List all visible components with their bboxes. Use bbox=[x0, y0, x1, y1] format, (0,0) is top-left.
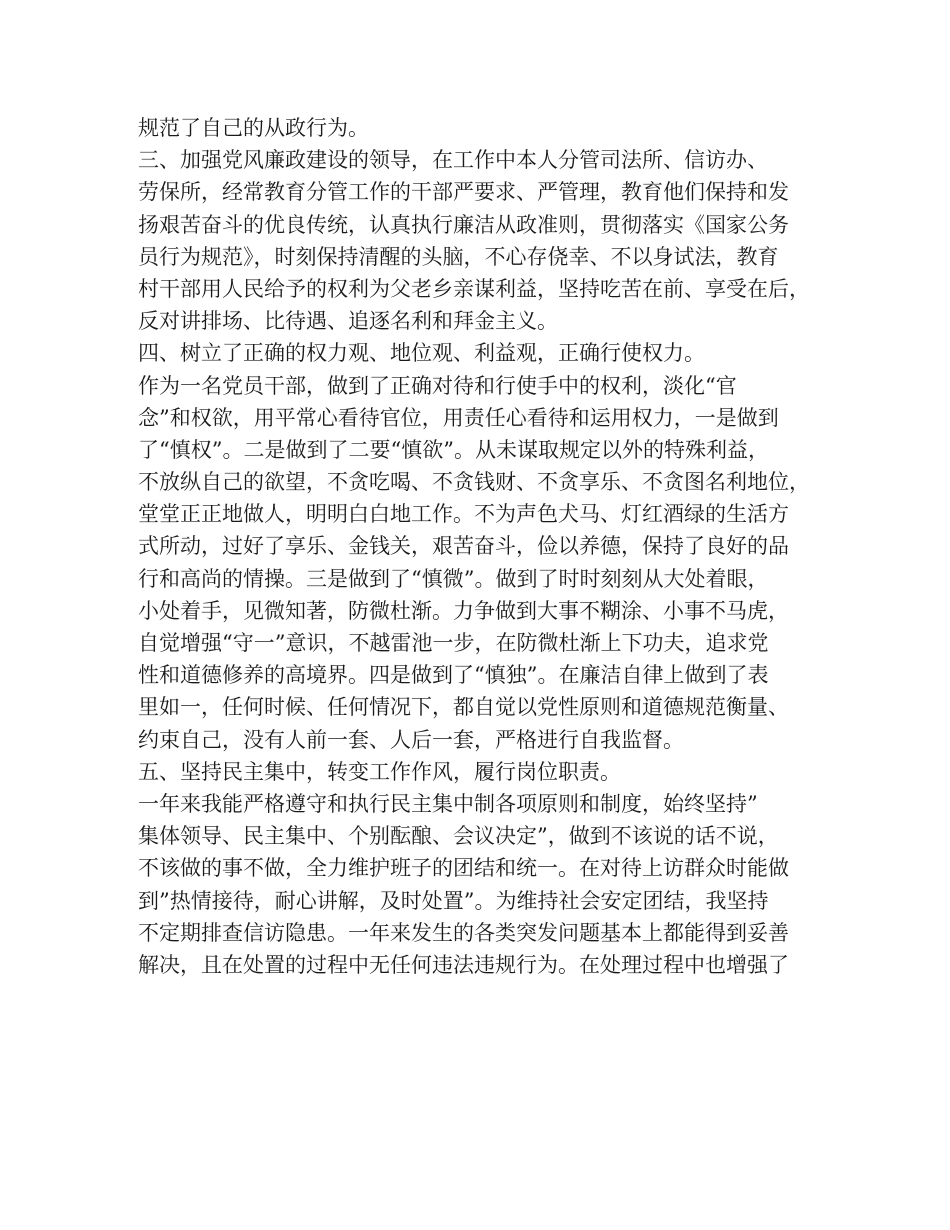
text-line: 不该做的事不做，全力维护班子的团结和统一。在对待上访群众时能做 bbox=[138, 856, 789, 881]
text-line: 员行为规范》，时刻保持清醒的头脑，不心存侥幸、不以身试法，教育 bbox=[138, 244, 779, 269]
text-line: 性和道德修养的高境界。四是做到了“慎独”。在廉洁自律上做到了表 bbox=[138, 663, 769, 688]
text-line: 规范了自己的从政行为。 bbox=[138, 116, 369, 140]
text-line: 解决，且在处置的过程中无任何违法违规行为。在处理过程中也增强了 bbox=[138, 952, 789, 977]
text-line: 约束自己，没有人前一套、人后一套，严格进行自我监督。 bbox=[138, 727, 684, 752]
text-line: 里如一，任何时候、任何情况下，都自觉以党性原则和道德规范衡量、 bbox=[138, 695, 789, 720]
text-line: 堂堂正正地做人，明明白白地工作。不为声色犬马、灯红酒绿的生活方 bbox=[138, 502, 789, 527]
text-line: 了“慎权”。二是做到了二要“慎欲”。从未谋取规定以外的特殊利益， bbox=[138, 437, 769, 462]
text-line: 村干部用人民给予的权利为父老乡亲谋利益，坚持吃苦在前、享受在后， bbox=[138, 276, 810, 301]
section-heading: 五、坚持民主集中，转变工作作风，履行岗位职责。 bbox=[138, 759, 621, 784]
section-heading: 四、树立了正确的权力观、地位观、利益观，正确行使权力。 bbox=[138, 341, 705, 366]
text-line: 劳保所，经常教育分管工作的干部严要求、严管理，教育他们保持和发 bbox=[138, 180, 789, 205]
section-heading: 三、加强党风廉政建设的领导，在工作中本人分管司法所、信访办、 bbox=[138, 148, 768, 173]
text-line: 不定期排查信访隐患。一年来发生的各类突发问题基本上都能得到妥善 bbox=[138, 920, 789, 945]
text-line: 一年来我能严格遵守和执行民主集中制各项原则和制度，始终坚持” bbox=[138, 791, 758, 816]
text-line: 作为一名党员干部，做到了正确对待和行使手中的权利，淡化“官 bbox=[138, 373, 737, 398]
text-line: 扬艰苦奋斗的优良传统，认真执行廉洁从政准则，贯彻落实《国家公务 bbox=[138, 212, 789, 237]
document-body bbox=[138, 112, 828, 981]
text-line: 式所动，过好了享乐、金钱关，艰苦奋斗，俭以养德，保持了良好的品 bbox=[138, 534, 789, 559]
text-line: 自觉增强“守一”意识，不越雷池一步，在防微杜渐上下功夫，追求党 bbox=[138, 631, 769, 655]
text-line: 集体领导、民主集中、个别酝酿、会议决定”，做到不该说的话不说， bbox=[138, 824, 779, 849]
text-line: 念”和权欲，用平常心看待官位，用责任心看待和运用权力，一是做到 bbox=[138, 405, 779, 430]
text-line: 行和高尚的情操。三是做到了“慎微”。做到了时时刻刻从大处着眼， bbox=[138, 566, 769, 591]
text-line: 小处着手，见微知著，防微杜渐。力争做到大事不糊涂、小事不马虎， bbox=[138, 598, 789, 623]
text-line: 到”热情接待，耐心讲解，及时处置”。为维持社会安定团结，我坚持 bbox=[138, 888, 769, 913]
text-line: 不放纵自己的欲望，不贪吃喝、不贪钱财、不贪享乐、不贪图名利地位， bbox=[138, 470, 810, 495]
text-line: 反对讲排场、比待遇、追逐名利和拜金主义。 bbox=[138, 309, 558, 334]
